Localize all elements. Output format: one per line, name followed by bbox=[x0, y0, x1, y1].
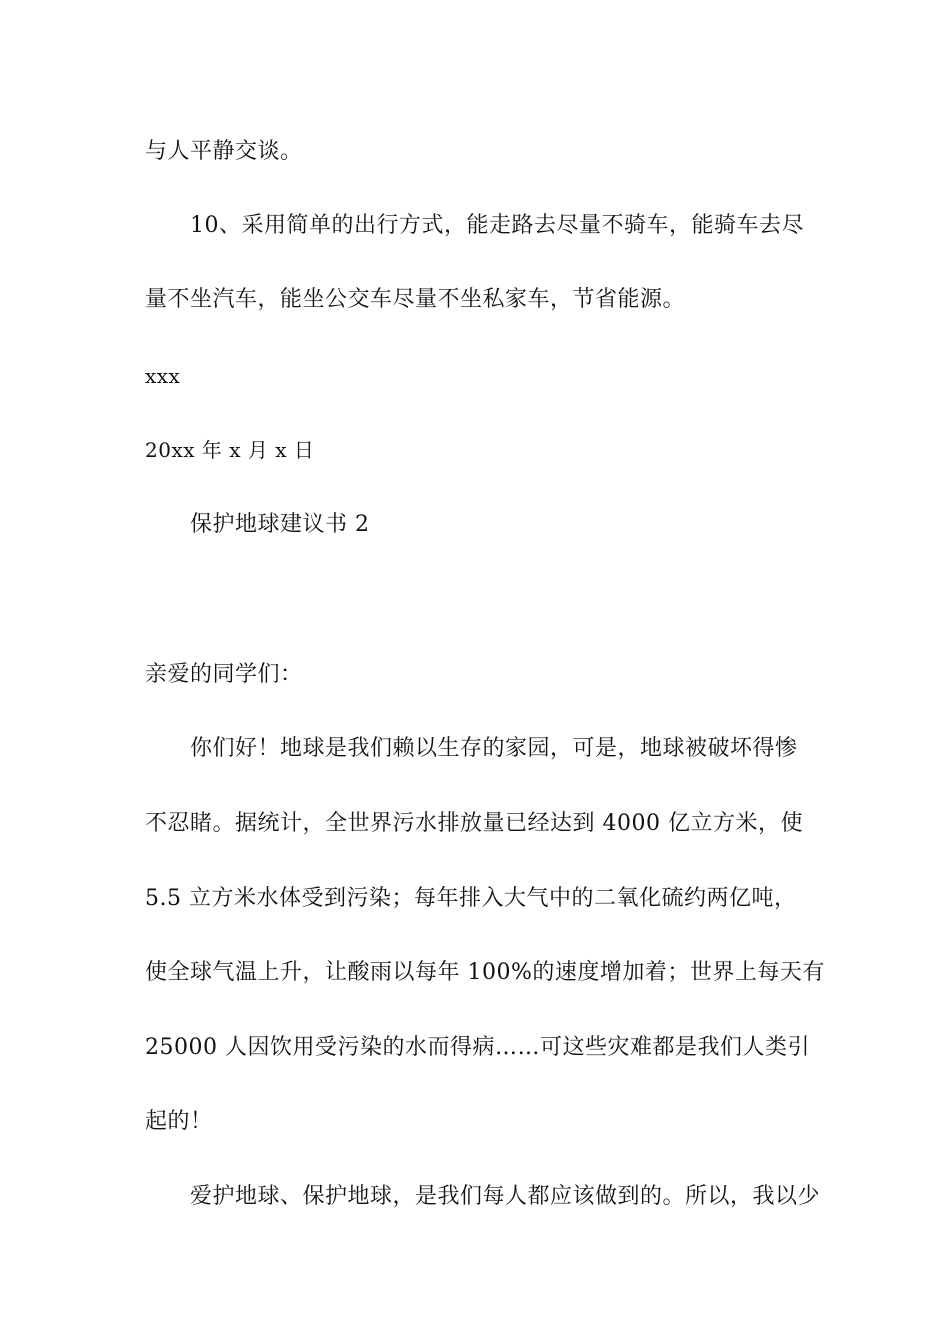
text-line-2: 10、采用简单的出行方式，能走路去尽量不骑车，能骑车去尽 bbox=[190, 213, 804, 238]
text-line-1: 与人平静交谈。 bbox=[145, 139, 303, 164]
signature-date: 20xx 年 x 月 x 日 bbox=[145, 438, 315, 462]
text-line-3: 量不坐汽车，能坐公交车尽量不坐私家车，节省能源。 bbox=[145, 287, 686, 312]
salutation: 亲爱的同学们： bbox=[145, 662, 303, 687]
text-line-6: 5.5 立方米水体受到污染；每年排入大气中的二氧化硫约两亿吨， bbox=[145, 886, 797, 911]
text-line-10: 爱护地球、保护地球，是我们每人都应该做到的。所以，我以少 bbox=[190, 1184, 821, 1209]
text-line-5: 不忍睹。据统计，全世界污水排放量已经达到 4000 亿立方米，使 bbox=[145, 811, 803, 836]
section-title: 保护地球建议书 2 bbox=[190, 512, 370, 537]
signature-name: xxx bbox=[145, 364, 181, 388]
text-line-8: 25000 人因饮用受污染的水而得病……可这些灾难都是我们人类引 bbox=[145, 1035, 810, 1060]
text-line-4: 你们好！地球是我们赖以生存的家园，可是，地球被破坏得惨 bbox=[190, 736, 798, 761]
text-line-9: 起的！ bbox=[145, 1109, 213, 1134]
text-line-7: 使全球气温上升，让酸雨以每年 100%的速度增加着；世界上每天有 bbox=[145, 960, 825, 985]
